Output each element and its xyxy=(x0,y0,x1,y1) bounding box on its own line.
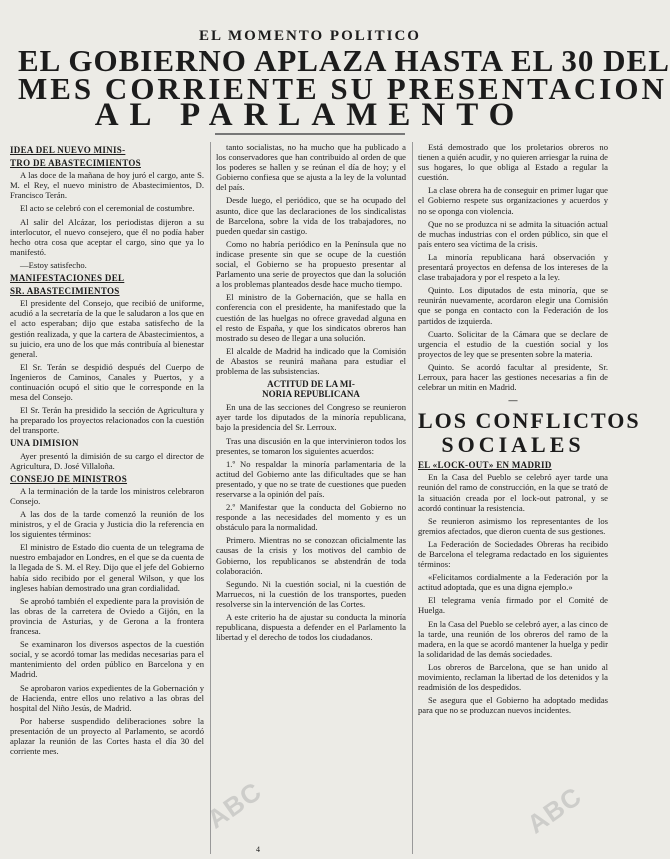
paragraph: Se aprobaron varios expedientes de la Gobernación y de Hacienda, entre ellos uno relativo a las obras del hospital del Niño Jesús, de Madrid. xyxy=(10,682,204,713)
column-separator xyxy=(412,142,413,854)
paragraph: En la Casa del Pueblo se celebró ayer tarde una reunión del ramo de construcción, en la que se trató de la situación creada por el lock-out patronal, y se acordó continuar la resistencia. xyxy=(418,472,608,513)
paragraph: A la terminación de la tarde los ministros celebraron Consejo. xyxy=(10,485,204,506)
paragraph: Se aprobó también el expediente para la provisión de las obras de la carretera de Oviedo a Gijón, en la provincia de Asturias, y de Gerona a la frontera francesa. xyxy=(10,595,204,637)
paragraph: Que no se produzca ni se admita la situación actual de muchas industrias con el orden público, sin que el país entero sea víctima de la crisis. xyxy=(418,218,608,249)
subheading: IDEA DEL NUEVO MINIS- xyxy=(10,145,126,155)
subheading: NORIA REPUBLICANA xyxy=(262,389,360,400)
paragraph: Ayer presentó la dimisión de su cargo el director de Agricultura, D. José Villaloña. xyxy=(10,450,204,471)
section-divider: — xyxy=(508,395,518,406)
page-number: 4 xyxy=(256,845,260,854)
paragraph: Segundo. Ni la cuestión social, ni la cuestión de Marruecos, ni la cuestión de los transportes, pueden resolverse sin la intervención de las Cortes. xyxy=(216,578,406,609)
subheading: CONSEJO DE MINISTROS xyxy=(10,473,128,484)
headline-rule xyxy=(215,133,405,135)
paragraph: Se reunieron asimismo los representantes de los gremios afectados, que dieron cuenta de sus gestiones. xyxy=(418,515,608,536)
paragraph: Quinto. Se acordó facultar al presidente, Sr. Lerroux, para hacer las gestiones necesarias a fin de celebrar un mitin en Madrid. xyxy=(418,361,608,393)
headline-line-2: MES CORRIENTE SU PRESENTACION xyxy=(18,71,667,106)
paragraph: En una de las secciones del Congreso se reunieron ayer tarde los diputados de la minoría republicana, bajo la presidencia del Sr. Lerroux. xyxy=(216,402,406,433)
paragraph: 1.º No respaldar la minoría parlamentaria de la actitud del Gobierno ante las dificultades que se han presentado, y que no se trate de cuestiones que pueden reservarse a la opinión del país. xyxy=(216,458,406,499)
paragraph: El alcalde de Madrid ha indicado que la Comisión de Abastos se reunirá mañana para estudiar el problema de las subsistencias. xyxy=(216,345,406,376)
column-separator xyxy=(210,142,211,854)
paragraph: Desde luego, el periódico, que se ha ocupado del asunto, dice que las declaraciones de los sindicalistas de Barcelona, sobre la vida de los trabajadores, no pueden quedar sin castigo. xyxy=(216,195,406,236)
paragraph: A las dos de la tarde comenzó la reunión de los ministros, y el de Gracia y Justicia dio la referencia en los siguientes términos: xyxy=(10,509,204,540)
paragraph: Por haberse suspendido deliberaciones sobre la presentación de un proyecto al Parlamento, se acordó aplazar la reunión de las Cortes hasta el día 30 del corriente mes. xyxy=(10,715,204,757)
paragraph: El presidente del Consejo, que recibió de uniforme, acudió a la secretaría de la que le saludaron a los que en el acto esperaban; dijo que estaba satisfecho de la gestión realizada, y que la cartera de Abastecimientos, a su juicio, era uno de los que más contribuía al bienestar general. xyxy=(10,298,204,359)
paragraph: El telegrama venía firmado por el Comité de Huelga. xyxy=(418,595,608,616)
paragraph: En la Casa del Pueblo se celebró ayer, a las cinco de la tarde, una reunión de los obreros del ramo de la madera, en la que se acordó mantener la huelga y pedir la solidaridad de las demás sociedades. xyxy=(418,618,608,659)
paragraph: Quinto. Los diputados de esta minoría, que se reunirán nuevamente, acordaron elegir una Comisión que se ponga en contacto con la Federación de los partidos de izquierda. xyxy=(418,285,608,326)
paragraph: El ministro de la Gobernación, que se halla en conferencia con el presidente, ha manifestado que la cuestión de las huelgas no ofrece gravedad alguna en el resto de España, y que los sindicatos obreros han mostrado su deseo de llegar a una solución. xyxy=(216,292,406,343)
paragraph: Se asegura que el Gobierno ha adoptado medidas para que no se produzcan nuevos incidentes. xyxy=(418,695,608,716)
paragraph: Primero. Mientras no se conozcan oficialmente las causas de la crisis y los motivos del cambio de Gobierno, los republicanos se abstendrán de toda colaboración. xyxy=(216,535,406,576)
subheading: MANIFESTACIONES DEL xyxy=(10,273,125,284)
paragraph: La clase obrera ha de conseguir en primer lugar que el Gobierno respete sus organizaciones y acuerdos y no se oponga con violencia. xyxy=(418,185,608,216)
paragraph: «Felicitamos cordialmente a la Federación por la actitud adoptada, que es una digna ejemplo.» xyxy=(418,572,608,593)
watermark: ABC xyxy=(201,775,268,835)
paragraph: Al salir del Alcázar, los periodistas dijeron a su interlocutor, el nuevo consejero, que él no podía haber hecho otra cosa que aceptar el cargo, sino que ya lo manifestó. xyxy=(10,216,204,257)
column-2 xyxy=(216,142,406,854)
paragraph: —Estoy satisfecho. xyxy=(20,259,87,270)
paragraph: El ministro de Estado dio cuenta de un telegrama de nuestro embajador en Londres, en el que se da cuenta de la llegada de S. M. el Rey. Dijo que el jefe del Gobierno había sido recibido por el general Wilson, y que los ingleses habían demostrado una gran cordialidad. xyxy=(10,542,204,593)
subheading: UNA DIMISION xyxy=(10,438,79,449)
paragraph: Como no habría periódico en la Península que no indicase presente sin que se ocupe de la cuestión social, el Gobierno se ha propuesto presentar al Parlamento una serie de proyectos que dan la solución a los problemas planteados desde hace mucho tiempo. xyxy=(216,238,406,290)
section-kicker: EL MOMENTO POLITICO xyxy=(199,28,421,44)
paragraph: 2.º Manifestar que la conducta del Gobierno no responde a las necesidades del momento y es un obstáculo para la normalidad. xyxy=(216,502,406,533)
paragraph: Los obreros de Barcelona, que se han unido al movimiento, reclaman la libertad de los detenidos y la readmisión de los despedidos. xyxy=(418,661,608,693)
subheading: ACTITUD DE LA MI- xyxy=(267,379,355,390)
watermark: ABC xyxy=(521,780,588,840)
paragraph: Está demostrado que los proletarios obreros no tienen a quién acudir, y no quieren arriesgar la ruina de sus hogares, lo que obliga al Estado a regular la cuestión. xyxy=(418,142,608,183)
paragraph: tanto socialistas, no ha mucho que ha publicado a los conservadores que han contribuido al orden de que los poderes se hallen y se reúnan el día de hoy; y el Gobierno confiesa que se ajusta a la ley de la voluntad del país. xyxy=(216,142,406,193)
paragraph: Se examinaron los diversos aspectos de la cuestión social, y se acordó tomar las medidas necesarias para el mantenimiento del orden público en Barcelona y en Madrid. xyxy=(10,639,204,680)
paragraph: A las doce de la mañana de hoy juró el cargo, ante S. M. el Rey, el nuevo ministro de Abastecimientos, D. Francisco Terán. xyxy=(10,170,204,201)
paragraph: El acto se celebró con el ceremonial de costumbre. xyxy=(20,203,195,214)
headline-line-1: EL GOBIERNO APLAZA HASTA EL 30 DEL xyxy=(18,43,670,78)
headline-line-3: AL PARLAMENTO xyxy=(94,97,526,133)
section-title: LOS CONFLICTOS xyxy=(418,408,641,434)
paragraph: Tras una discusión en la que intervinieron todos los presentes, se tomaron los siguientes acuerdos: xyxy=(216,435,406,456)
section-title: SOCIALES xyxy=(441,432,585,458)
subheading: SR. ABASTECIMIENTOS xyxy=(10,286,120,297)
subheading: EL «LOCK-OUT» EN MADRID xyxy=(418,460,552,471)
column-3 xyxy=(418,142,641,854)
paragraph: A este criterio ha de ajustar su conducta la minoría republicana, dispuesta a defender en el Parlamento la libertad y el derecho de todos los ciudadanos. xyxy=(216,612,406,643)
paragraph: La Federación de Sociedades Obreras ha recibido de Barcelona el telegrama redactado en los siguientes términos: xyxy=(418,538,608,570)
paragraph: El Sr. Terán ha presidido la sección de Agricultura y ha preparado los proyectos relacionados con la cuestión del transporte. xyxy=(10,405,204,436)
paragraph: La minoría republicana hará observación y presentará proyectos en defensa de los intereses de la clase trabajadora y por el respeto a la ley. xyxy=(418,251,608,283)
column-1 xyxy=(10,142,204,854)
subheading: TRO DE ABASTECIMIENTOS xyxy=(10,158,141,169)
paragraph: El Sr. Terán se despidió después del Cuerpo de Ingenieros de Caminos, Canales y Puertos, y a continuación ocupó el sitio que le corresponde en la mesa del Consejo. xyxy=(10,361,204,403)
paragraph: Cuarto. Solicitar de la Cámara que se declare de urgencia el estudio de la cuestión social y los proyectos de ley que se presenten sobre la materia. xyxy=(418,328,608,359)
